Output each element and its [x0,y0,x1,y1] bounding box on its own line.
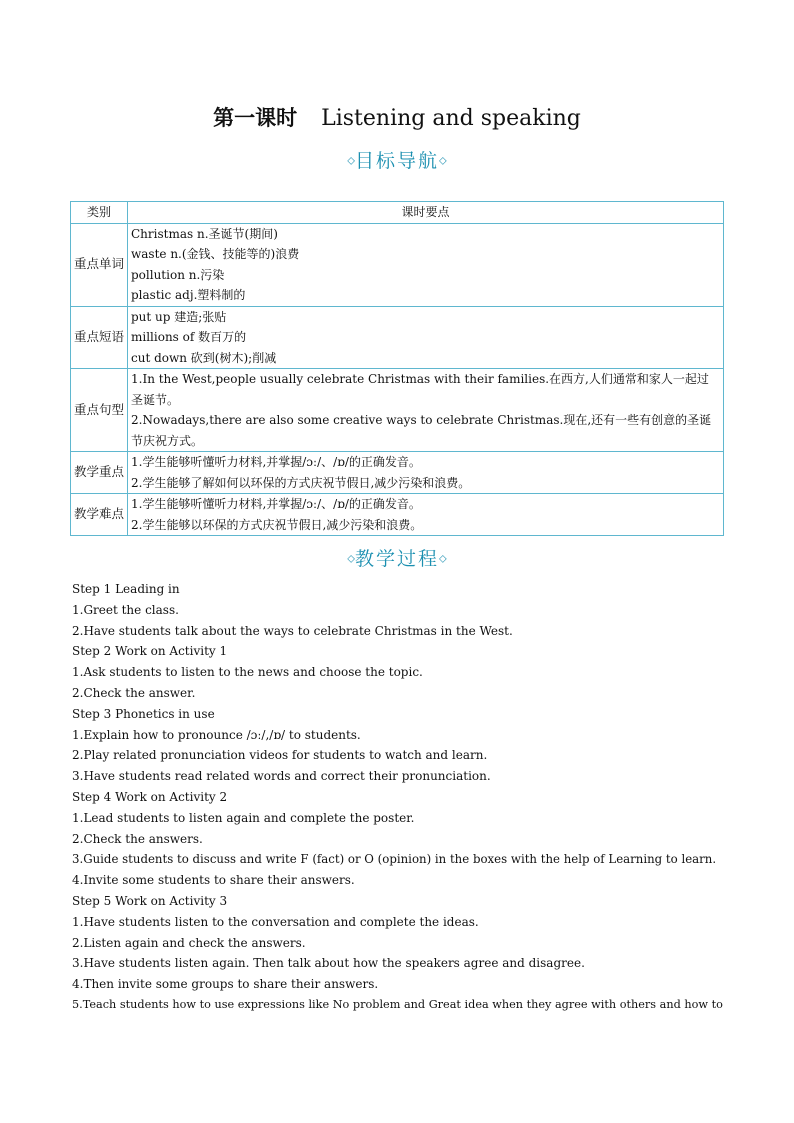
header-category: 类别 [71,202,128,224]
step-line: 2.Check the answers. [72,831,203,846]
step-line: 3.Have students read related words and correct their pronunciation. [72,769,491,784]
step-line: 5.Teach students how to use expressions like No problem and Great idea when they agree with others and how to [72,997,723,1011]
step-line: 2.Check the answer. [72,685,196,700]
content-line: Christmas n.圣诞节(期间) [131,226,278,241]
step-line: 1.Ask students to listen to the news and choose the topic. [72,665,423,680]
row-category: 教学重点 [71,452,128,494]
step-line: 1.Lead students to listen again and complete the poster. [72,810,415,825]
lesson-title-en: Listening and speaking [321,106,581,131]
step-line: 1.Have students listen to the conversation and complete the ideas. [72,914,479,929]
goals-table [70,201,724,536]
header-points: 课时要点 [128,202,724,224]
step-line: 2.Play related pronunciation videos for students to watch and learn. [72,748,488,763]
diamond-icon: ◇ [347,553,355,565]
content-line: 1.学生能够听懂听力材料,并掌握/ɔː/、/ɒ/的正确发音。 [131,497,421,511]
step-line: 4.Invite some students to share their answers. [72,873,355,888]
step-line: 2.Have students talk about the ways to celebrate Christmas in the West. [72,623,513,638]
content-line: plastic adj.塑料制的 [131,288,246,302]
step-line: 3.Have students listen again. Then talk about how the speakers agree and disagree. [72,956,585,971]
row-content [128,369,724,452]
table-header-row [71,202,724,224]
table-row [71,306,724,369]
step-line: 4.Then invite some groups to share their answers. [72,977,379,992]
content-line: millions of 数百万的 [131,330,247,344]
step-line: 2.Listen again and check the answers. [72,935,306,950]
diamond-icon: ◇ [347,155,355,167]
content-line: pollution n.污染 [131,267,225,282]
content-line: waste n.(金钱、技能等的)浪费 [131,247,300,261]
content-line: 2.学生能够以环保的方式庆祝节假日,减少污染和浪费。 [131,517,423,532]
row-content [128,306,724,369]
step-line: 1.Greet the class. [72,602,179,617]
table-row [71,494,724,536]
lesson-title [0,103,794,134]
section-heading-goals-text: 目标导航 [354,150,439,172]
content-line: cut down 砍到(树木);削减 [131,350,277,365]
step-line: Step 3 Phonetics in use [72,706,215,721]
content-line: 1.In the West,people usually celebrate Christmas with their families.在西方,人们通常和家人一起过圣诞节。 [131,372,709,407]
table-row [71,223,724,306]
row-content [128,494,724,536]
row-category: 重点单词 [71,223,128,306]
step-line: 1.Explain how to pronounce /ɔː/,/ɒ/ to students. [72,727,361,742]
lesson-title-cn: 第一课时 [213,106,298,130]
table-row [71,452,724,494]
content-line: 1.学生能够听懂听力材料,并掌握/ɔː/、/ɒ/的正确发音。 [131,455,421,469]
step-line: Step 2 Work on Activity 1 [72,644,228,659]
diamond-icon: ◇ [439,553,447,565]
section-heading-goals [0,148,794,175]
section-heading-process-text: 教学过程 [354,548,439,570]
step-line: Step 5 Work on Activity 3 [72,893,228,908]
step-line: Step 4 Work on Activity 2 [72,789,228,804]
content-line: put up 建造;张贴 [131,309,227,324]
teaching-steps [72,579,727,1016]
row-category: 重点短语 [71,306,128,369]
step-line: Step 1 Leading in [72,582,180,596]
row-content [128,452,724,494]
row-category: 教学难点 [71,494,128,536]
row-content [128,223,724,306]
content-line: 2.学生能够了解如何以环保的方式庆祝节假日,减少污染和浪费。 [131,475,471,490]
row-category: 重点句型 [71,369,128,452]
table-row [71,369,724,452]
diamond-icon: ◇ [439,155,447,167]
step-line: 3.Guide students to discuss and write F (fact) or O (opinion) in the boxes with the help of Learning to learn. [72,852,717,867]
content-line: 2.Nowadays,there are also some creative ways to celebrate Christmas.现在,还有一些有创意的圣诞节庆祝方式。 [131,413,712,448]
section-heading-process [0,546,794,573]
